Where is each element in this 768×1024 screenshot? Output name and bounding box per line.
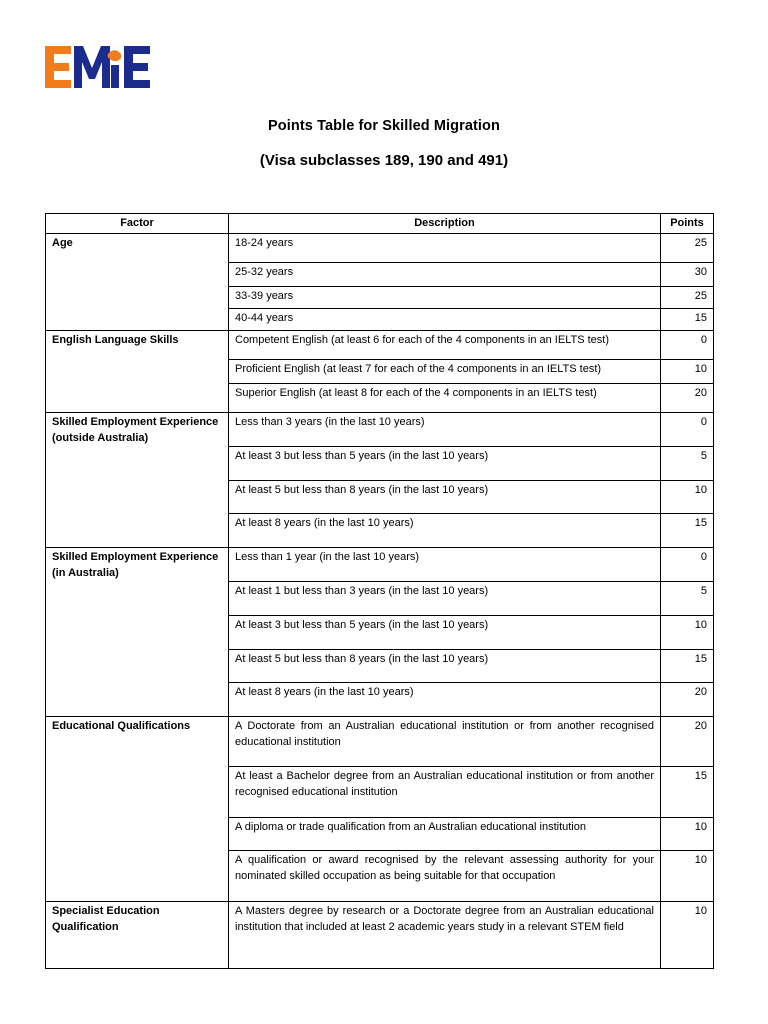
description-cell: 25-32 years [229,262,661,286]
factor-cell: English Language Skills [46,330,229,412]
table-row [46,330,714,359]
header-points: Points [661,214,714,234]
points-cell: 10 [661,359,714,383]
points-cell: 10 [661,615,714,649]
description-cell: Less than 3 years (in the last 10 years) [229,412,661,446]
points-cell: 15 [661,308,714,330]
description-cell: At least 3 but less than 5 years (in the last 10 years) [229,446,661,480]
emie-logo [45,46,151,88]
points-cell: 10 [661,850,714,901]
table-row [46,233,714,262]
table-row [46,716,714,766]
description-cell: Proficient English (at least 7 for each of the 4 components in an IELTS test) [229,359,661,383]
factor-cell: Educational Qualifications [46,716,229,901]
factor-cell: Specialist Education Qualification [46,901,229,968]
points-cell: 0 [661,330,714,359]
points-cell: 30 [661,262,714,286]
page-subtitle: (Visa subclasses 189, 190 and 491) [259,152,509,169]
description-cell: At least 3 but less than 5 years (in the last 10 years) [229,615,661,649]
description-cell: At least 5 but less than 8 years (in the last 10 years) [229,649,661,682]
description-cell: A diploma or trade qualification from an Australian educational institution [229,817,661,850]
points-cell: 20 [661,682,714,716]
title-block [0,118,768,169]
points-cell: 20 [661,716,714,766]
points-table [45,213,714,969]
description-cell: Competent English (at least 6 for each of the 4 components in an IELTS test) [229,330,661,359]
description-cell: Superior English (at least 8 for each of the 4 components in an IELTS test) [229,383,661,412]
points-cell: 25 [661,233,714,262]
table-row [46,412,714,446]
points-cell: 5 [661,446,714,480]
page-title: Points Table for Skilled Migration [268,118,500,134]
points-cell: 25 [661,286,714,308]
table-row [46,547,714,581]
header-description: Description [229,214,661,234]
points-cell: 10 [661,901,714,968]
points-cell: 15 [661,513,714,547]
description-cell: 18-24 years [229,233,661,262]
description-cell: A Masters degree by research or a Doctorate degree from an Australian educational institution that included at least 2 academic years study in a relevant STEM field [229,901,661,968]
factor-cell: Skilled Employment Experience (outside Australia) [46,412,229,547]
points-cell: 20 [661,383,714,412]
description-cell: At least 1 but less than 3 years (in the last 10 years) [229,581,661,615]
description-cell: At least a Bachelor degree from an Australian educational institution or from another recognised educational institution [229,766,661,817]
description-cell: At least 5 but less than 8 years (in the last 10 years) [229,480,661,513]
factor-cell: Age [46,233,229,330]
points-cell: 10 [661,817,714,850]
description-cell: A Doctorate from an Australian educational institution or from another recognised educational institution [229,716,661,766]
points-cell: 15 [661,649,714,682]
description-cell: At least 8 years (in the last 10 years) [229,682,661,716]
points-cell: 0 [661,547,714,581]
points-cell: 15 [661,766,714,817]
description-cell: A qualification or award recognised by the relevant assessing authority for your nominated skilled occupation as being suitable for that occupation [229,850,661,901]
description-cell: Less than 1 year (in the last 10 years) [229,547,661,581]
points-cell: 5 [661,581,714,615]
table-row [46,901,714,968]
description-cell: 40-44 years [229,308,661,330]
points-cell: 10 [661,480,714,513]
description-cell: At least 8 years (in the last 10 years) [229,513,661,547]
description-cell: 33-39 years [229,286,661,308]
header-factor: Factor [46,214,229,234]
table-header-row [46,214,714,234]
factor-cell: Skilled Employment Experience (in Australia) [46,547,229,716]
points-cell: 0 [661,412,714,446]
